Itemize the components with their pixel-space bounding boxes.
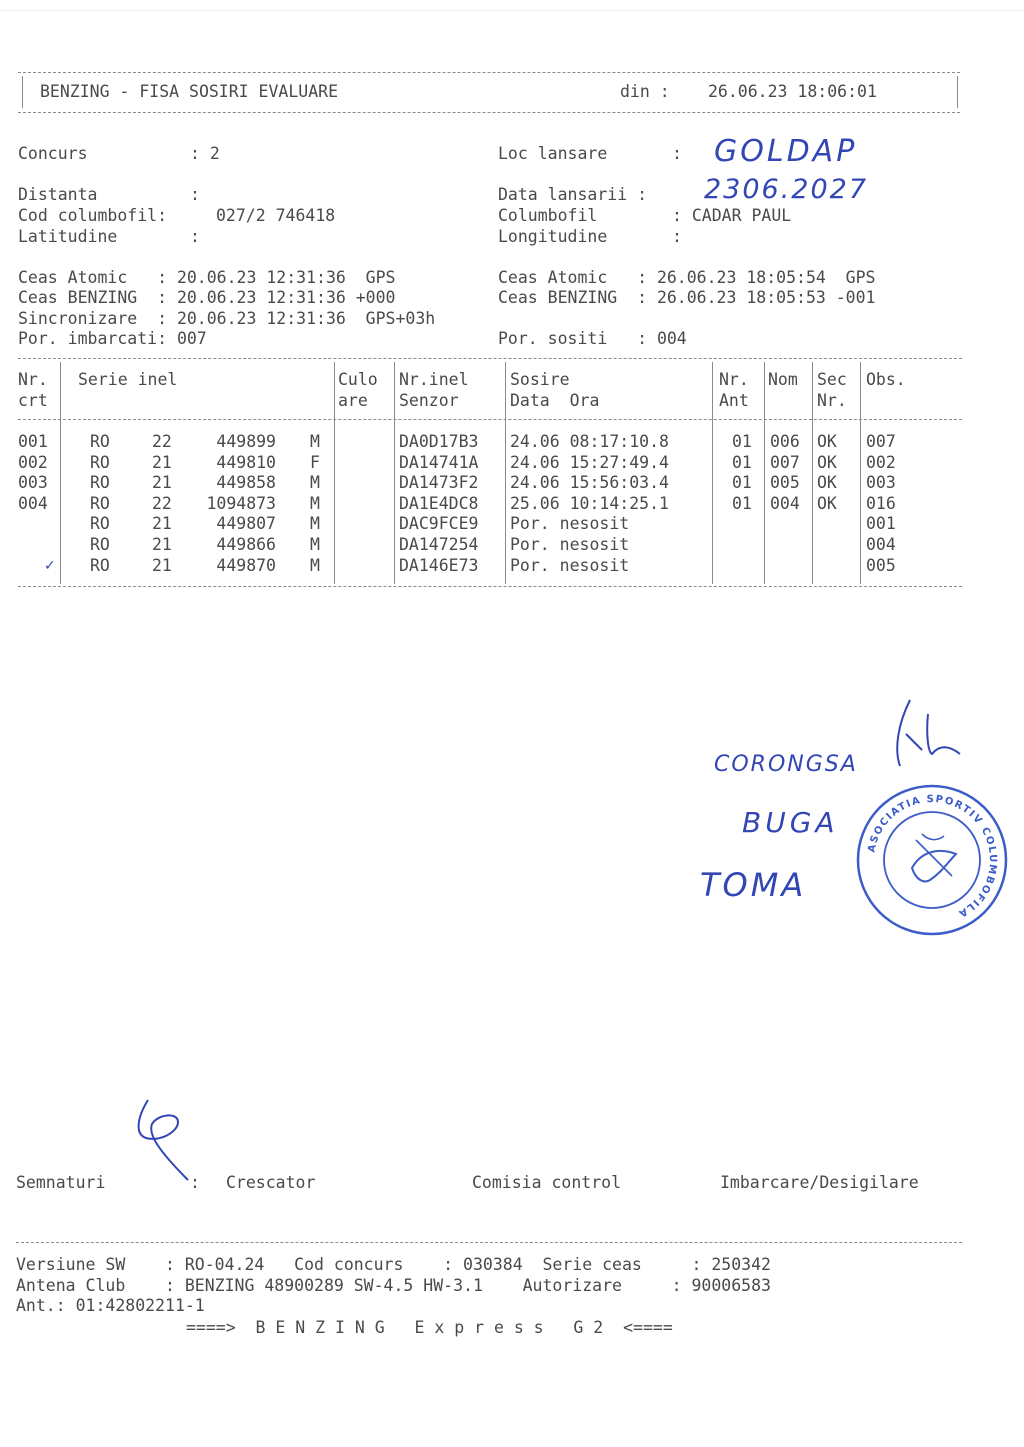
- cell-sosire: 24.06 08:17:10.8: [510, 432, 669, 451]
- cell-sec: OK: [817, 473, 837, 493]
- cell-ro: RO: [90, 452, 110, 472]
- check-mark: ✓: [44, 558, 56, 574]
- distanta-label: Distanta: [18, 185, 98, 204]
- cell-ro: RO: [90, 432, 110, 451]
- handwritten-name-3: TOMA: [700, 866, 807, 904]
- header-bottom-rule: [18, 112, 960, 113]
- cell-nom: 004: [770, 493, 800, 513]
- th-sec: Sec: [817, 370, 847, 389]
- semnaturi-label: Semnaturi: [16, 1173, 106, 1192]
- cell-sec: OK: [817, 432, 837, 451]
- cell-obs: 007: [866, 432, 896, 451]
- handwritten-name-2: BUGA: [742, 806, 839, 839]
- handwritten-name-1: CORONGSA: [714, 752, 858, 777]
- cell-sec: OK: [817, 452, 837, 472]
- col-sep: [60, 362, 61, 584]
- cell-sex: M: [310, 535, 320, 554]
- cell-sex: M: [310, 555, 320, 575]
- cell-crt: 002: [18, 452, 48, 472]
- cod-columbofil-label: Cod columbofil:: [18, 206, 168, 225]
- cell-senzor: DAC9FCE9: [399, 514, 479, 534]
- cell-sex: M: [310, 473, 320, 493]
- th-data-ora: Data Ora: [510, 391, 600, 410]
- cell-ro: RO: [90, 473, 110, 493]
- cod-columbofil-value: 027/2 746418: [216, 206, 336, 225]
- header-right-border: [957, 76, 958, 108]
- cell-senzor: DA14741A: [399, 452, 479, 472]
- cell-an: 22: [152, 493, 172, 513]
- col-sep: [764, 362, 765, 584]
- cell-sosire: 24.06 15:56:03.4: [510, 473, 669, 493]
- footer-express: ====> B E N Z I N G E x p r e s s G 2 <====: [186, 1318, 673, 1337]
- th-sosire: Sosire: [510, 370, 570, 389]
- columbofil-label: Columbofil: [498, 206, 598, 225]
- th-nom: Nom: [768, 370, 798, 389]
- th-culoare-2: are: [338, 391, 368, 410]
- th-obs: Obs.: [866, 370, 906, 389]
- th-nr-inel: Nr.inel: [399, 370, 469, 389]
- clock-atomic-end: Ceas Atomic : 26.06.23 18:05:54 GPS: [498, 268, 876, 287]
- cell-obs: 005: [866, 555, 896, 575]
- club-stamp: [852, 780, 1012, 940]
- cell-an: 21: [152, 535, 172, 554]
- cell-nom: 006: [770, 432, 800, 451]
- cell-sex: M: [310, 514, 320, 534]
- longitudine-label: Longitudine: [498, 227, 608, 246]
- cell-senzor: DA1E4DC8: [399, 493, 479, 513]
- cell-sosire: 25.06 10:14:25.1: [510, 493, 669, 513]
- loc-lansare-colon: :: [672, 144, 682, 163]
- concurs-label: Concurs: [18, 144, 88, 163]
- clock-atomic-start: Ceas Atomic : 20.06.23 12:31:36 GPS: [18, 268, 396, 287]
- cell-inel: 1094873: [206, 493, 276, 513]
- sincronizare-line: Sincronizare : 20.06.23 12:31:36 GPS+03h: [18, 309, 436, 328]
- th-serie-inel: Serie inel: [78, 370, 178, 389]
- cell-inel: 449858: [216, 473, 276, 493]
- footer-antena: Antena Club : BENZING 48900289 SW-4.5 HW-3.1 Autorizare : 90006583: [16, 1276, 771, 1295]
- cell-sex: M: [310, 493, 320, 513]
- cell-nom: 007: [770, 452, 800, 472]
- cell-sex: M: [310, 432, 320, 451]
- cell-inel: 449899: [216, 432, 276, 451]
- cell-sosire: 24.06 15:27:49.4: [510, 452, 669, 472]
- th-nr-ant: Nr.: [719, 370, 749, 389]
- footer-versiune: Versiune SW : RO-04.24 Cod concurs : 030384 Serie ceas : 250342: [16, 1255, 771, 1274]
- cell-an: 21: [152, 452, 172, 472]
- cell-inel: 449810: [216, 452, 276, 472]
- cell-senzor: DA146E73: [399, 555, 479, 575]
- report-date-value: 26.06.23 18:06:01: [708, 82, 877, 101]
- porumbei-imbarcati: Por. imbarcati: 007: [18, 329, 207, 348]
- cell-ant: 01: [732, 432, 752, 451]
- cell-senzor: DA147254: [399, 535, 479, 554]
- signature-committee: [880, 694, 964, 774]
- loc-lansare-handwritten: GOLDAP: [714, 134, 858, 169]
- cell-an: 21: [152, 514, 172, 534]
- data-lansarii-handwritten: 2306.2027: [704, 174, 869, 205]
- cell-an: 21: [152, 473, 172, 493]
- latitudine-label: Latitudine: [18, 227, 118, 246]
- cell-sex: F: [310, 452, 320, 472]
- col-sep: [812, 362, 813, 584]
- table-header-rule: [18, 419, 962, 420]
- table-bottom-rule: [18, 586, 962, 587]
- cell-crt: 003: [18, 473, 48, 493]
- cell-obs: 016: [866, 493, 896, 513]
- cell-ro: RO: [90, 555, 110, 575]
- th-sec-nr: Nr.: [817, 391, 847, 410]
- cell-crt: 001: [18, 432, 48, 451]
- scan-edge: [0, 10, 1024, 11]
- cell-obs: 002: [866, 452, 896, 472]
- cell-ant: 01: [732, 473, 752, 493]
- cell-ro: RO: [90, 535, 110, 554]
- footer-rule: [16, 1242, 962, 1243]
- th-culoare-1: Culo: [338, 370, 378, 389]
- porumbei-sositi: Por. sositi : 004: [498, 329, 687, 348]
- footer-ant: Ant.: 01:42802211-1: [16, 1296, 205, 1315]
- cell-sosire: Por. nesosit: [510, 555, 630, 575]
- header-left-border: [22, 76, 23, 108]
- col-sep: [505, 362, 506, 584]
- stamp-text: ASOCIATIA SPORTIV COLUMBOFILA: [866, 793, 999, 920]
- cell-sosire: Por. nesosit: [510, 535, 630, 554]
- columbofil-value: : CADAR PAUL: [672, 206, 792, 225]
- cell-inel: 449807: [216, 514, 276, 534]
- cell-senzor: DA1473F2: [399, 473, 479, 493]
- cell-ro: RO: [90, 493, 110, 513]
- clock-benzing-end: Ceas BENZING : 26.06.23 18:05:53 -001: [498, 288, 876, 307]
- col-sep: [394, 362, 395, 584]
- cell-nom: 005: [770, 473, 800, 493]
- latitudine-colon: :: [190, 227, 200, 246]
- col-sep: [712, 362, 713, 584]
- cell-senzor: DA0D17B3: [399, 432, 479, 451]
- data-lansarii-label: Data lansarii :: [498, 185, 648, 204]
- cell-ant: 01: [732, 452, 752, 472]
- report-date-label: din :: [620, 82, 670, 101]
- th-senzor: Senzor: [399, 391, 459, 410]
- th-nr: Nr.: [18, 370, 48, 389]
- comisia-control-label: Comisia control: [472, 1173, 622, 1192]
- crescator-label: Crescator: [226, 1173, 316, 1192]
- table-top-rule: [18, 358, 962, 359]
- cell-obs: 001: [866, 514, 896, 534]
- cell-inel: 449870: [216, 555, 276, 575]
- cell-an: 22: [152, 432, 172, 451]
- loc-lansare-label: Loc lansare: [498, 144, 608, 163]
- header-top-rule: [18, 72, 960, 73]
- cell-obs: 004: [866, 535, 896, 554]
- th-crt: crt: [18, 391, 48, 410]
- cell-inel: 449866: [216, 535, 276, 554]
- concurs-value: : 2: [190, 144, 220, 163]
- col-sep: [860, 362, 861, 584]
- cell-ant: 01: [732, 493, 752, 513]
- cell-obs: 003: [866, 473, 896, 493]
- semnaturi-colon: :: [190, 1173, 200, 1192]
- imbarcare-label: Imbarcare/Desigilare: [720, 1173, 919, 1192]
- longitudine-colon: :: [672, 227, 682, 246]
- th-ant: Ant: [719, 391, 749, 410]
- cell-sec: OK: [817, 493, 837, 513]
- report-title: BENZING - FISA SOSIRI EVALUARE: [40, 82, 339, 101]
- cell-an: 21: [152, 555, 172, 575]
- distanta-colon: :: [190, 185, 200, 204]
- cell-ro: RO: [90, 514, 110, 534]
- cell-crt: 004: [18, 493, 48, 513]
- clock-benzing-start: Ceas BENZING : 20.06.23 12:31:36 +000: [18, 288, 396, 307]
- col-sep: [334, 362, 335, 584]
- cell-sosire: Por. nesosit: [510, 514, 630, 534]
